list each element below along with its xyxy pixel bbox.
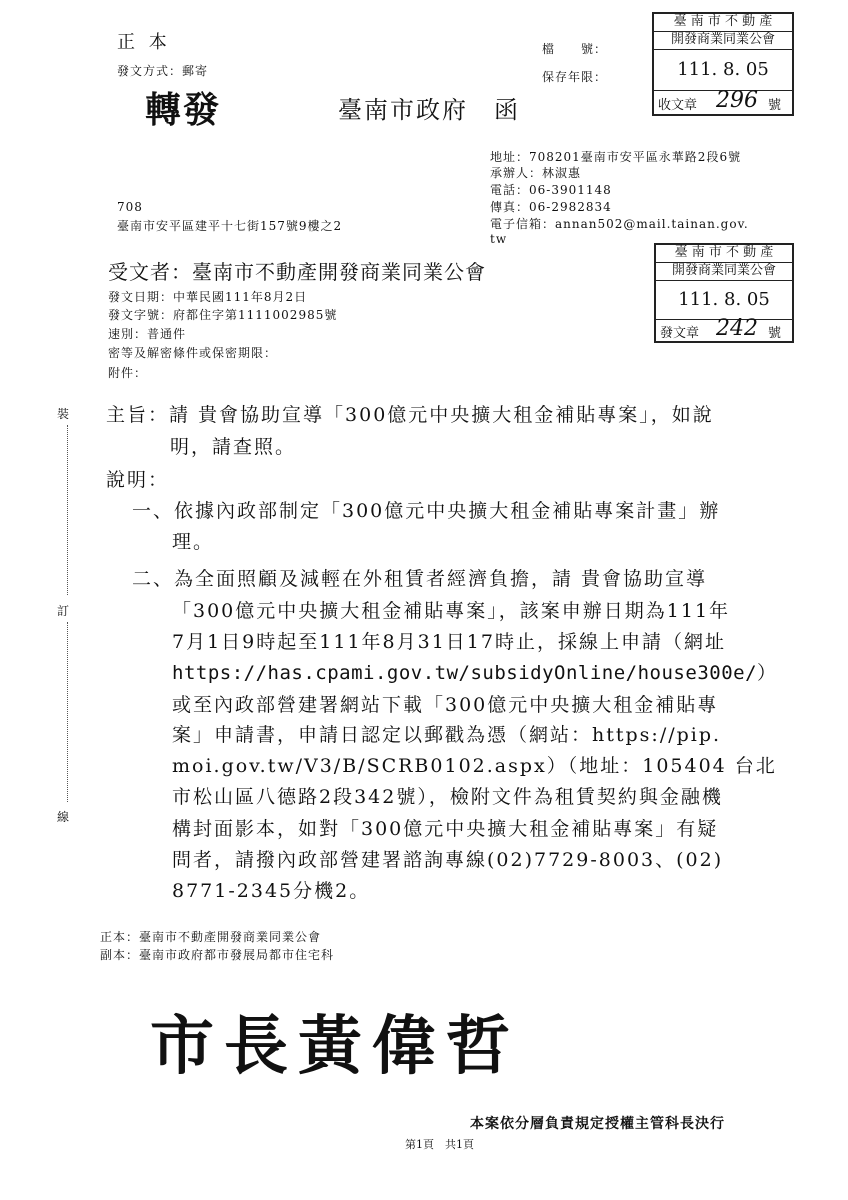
- distribution-copy: 副本：臺南市政府都市發展局都市住宅科: [100, 948, 335, 962]
- contact-phone: 電話：06-3901148: [490, 183, 612, 197]
- explanation-item2-line: 構封面影本，如對「300億元中央擴大租金補貼專案」有疑: [172, 818, 719, 840]
- stamp-label: 收文章: [658, 98, 698, 113]
- stamp-org-line1: 臺 南 市 不 動 產: [654, 14, 792, 32]
- margin-char-line: 線: [57, 810, 70, 824]
- distribution-main: 正本：臺南市不動產開發商業同業公會: [100, 930, 322, 944]
- stamp2-date: 111. 8. 05: [656, 281, 792, 320]
- contact-email-cont: tw: [490, 232, 508, 246]
- secrecy: 密等及解密條件或保密期限：: [108, 346, 278, 360]
- stamp2-number: 242: [716, 316, 758, 341]
- attachment: 附件：: [108, 366, 148, 380]
- stamp-number: 296: [716, 88, 758, 113]
- contact-handler: 承辦人：林淑惠: [490, 166, 582, 180]
- explanation-item2-line: 二、為全面照顧及減輕在外租賃者經濟負擔，請 貴會協助宣導: [132, 568, 708, 590]
- explanation-item2-line: moi.gov.tw/V3/B/SCRB0102.aspx）（地址：105404 台北: [172, 755, 777, 777]
- margin-dots: [67, 425, 68, 595]
- stamp2-label: 發文章: [660, 326, 700, 341]
- copy-label: 正 本: [117, 32, 171, 53]
- stamp2-org-line2: 開發商業同業公會: [656, 263, 792, 281]
- contact-fax: 傳真：06-2982834: [490, 200, 612, 214]
- explanation-item2-line: https://has.cpami.gov.tw/subsidyOnline/house300e/）: [172, 662, 777, 684]
- subject-line2: 明，請查照。: [170, 436, 297, 458]
- delegation-note: 本案依分層負責規定授權主管科長決行: [470, 1116, 725, 1132]
- mayor-signature: 市長黃偉哲: [150, 1009, 520, 1084]
- issuer-title: 臺南市政府 函: [338, 96, 520, 124]
- retention-label: 保存年限：: [542, 70, 608, 84]
- forward-stamp: 轉發: [145, 89, 222, 131]
- explanation-item2-line: 案」申請書，申請日認定以郵戳為憑（網站：https://pip.: [172, 724, 722, 746]
- recipient-street: 臺南市安平區建平十七街157號9樓之2: [117, 219, 343, 233]
- explanation-item2-line: 「300億元中央擴大租金補貼專案」，該案申辦日期為111年: [172, 600, 731, 622]
- explanation-item2-line: 問者，請撥內政部營建署諮詢專線(02)7729-8003、(02): [172, 849, 724, 871]
- doc-number: 發文字號：府都住字第1111002985號: [108, 308, 338, 322]
- explanation-item2-line: 8771-2345分機2。: [172, 880, 371, 902]
- contact-email: 電子信箱：annan502@mail.tainan.gov.: [490, 217, 749, 231]
- margin-dots: [67, 622, 68, 802]
- stamp2-org-line1: 臺 南 市 不 動 產: [656, 245, 792, 263]
- file-no-label: 檔 號：: [542, 42, 608, 56]
- stamp-date: 111. 8. 05: [654, 50, 792, 91]
- issue-date: 發文日期：中華民國111年8月2日: [108, 290, 308, 304]
- margin-char-bind: 裝: [57, 407, 70, 421]
- margin-char-staple: 訂: [57, 604, 70, 618]
- send-method: 發文方式：郵寄: [117, 64, 209, 78]
- explanation-item1-line: 理。: [172, 531, 215, 553]
- subject-line1: 主旨：請 貴會協助宣導「300億元中央擴大租金補貼專案」，如說: [106, 404, 714, 426]
- receive-stamp: [652, 12, 794, 116]
- stamp-suffix: 號: [768, 98, 782, 113]
- explanation-item2-line: 市松山區八德路2段342號），檢附文件為租賃契約與金融機: [172, 786, 723, 808]
- dispatch-stamp: [654, 243, 794, 343]
- explanation-item1-line: 一、依據內政部制定「300億元中央擴大租金補貼專案計畫」辦: [132, 500, 721, 522]
- contact-address: 地址：708201臺南市安平區永華路2段6號: [490, 150, 742, 164]
- explanation-item2-line: 或至內政部營建署網站下載「300億元中央擴大租金補貼專: [172, 694, 719, 716]
- speed: 速別：普通件: [108, 327, 187, 341]
- explanation-item2-line: 7月1日9時起至111年8月31日17時止，採線上申請（網址: [172, 631, 726, 653]
- stamp-org-line2: 開發商業同業公會: [654, 32, 792, 50]
- recipient: 受文者：臺南市不動產開發商業同業公會: [108, 260, 486, 284]
- explanation-heading: 說明：: [106, 469, 170, 491]
- recipient-zip: 708: [117, 200, 143, 214]
- stamp2-suffix: 號: [768, 326, 782, 341]
- page-number: 第1頁 共1頁: [405, 1138, 474, 1151]
